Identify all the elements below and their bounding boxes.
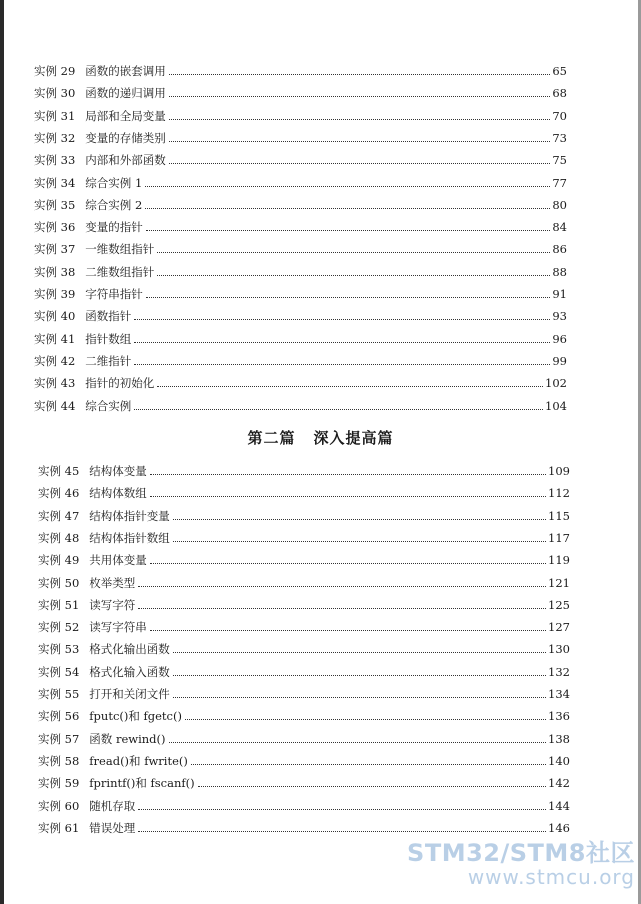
- toc-entry-label: 实例 33: [34, 153, 76, 168]
- toc-entry-title: 局部和全局变量: [85, 108, 166, 123]
- toc-entry-title: 枚举类型: [89, 575, 136, 590]
- toc-entry: [34, 372, 567, 390]
- toc-entry-title: 综合实例 2: [85, 197, 143, 212]
- toc-entry-title: 格式化输出函数: [89, 642, 170, 657]
- toc-entry: [38, 549, 570, 567]
- toc-entry-title: fputc()和 fgetc(): [89, 709, 182, 724]
- toc-entry: [34, 105, 567, 123]
- toc-entry-label: 实例 47: [38, 508, 80, 523]
- toc-entry-label: 实例 40: [34, 309, 76, 324]
- toc-entry: [34, 149, 567, 167]
- toc-entry-title: 综合实例 1: [85, 175, 143, 190]
- toc-entry-page: 112: [548, 486, 570, 501]
- dot-leader: [150, 496, 546, 497]
- toc-entry-label: 实例 56: [38, 709, 80, 724]
- toc-entry: [34, 350, 567, 368]
- toc-entry-page: 73: [552, 130, 567, 145]
- toc-entry-label: 实例 59: [38, 776, 80, 791]
- toc-entry-label: 实例 36: [34, 220, 76, 235]
- toc-entry-label: 实例 45: [38, 464, 80, 478]
- toc-entry-label: 实例 29: [34, 64, 76, 78]
- toc-entry-title: 格式化输入函数: [89, 664, 170, 679]
- toc-entry: [34, 60, 567, 78]
- dot-leader: [146, 297, 551, 298]
- dot-leader: [169, 74, 551, 75]
- dot-leader: [173, 541, 546, 542]
- toc-entry-label: 实例 58: [38, 753, 80, 768]
- toc-entry-title: 打开和关闭文件: [89, 687, 170, 701]
- dot-leader: [169, 163, 551, 164]
- dot-leader: [191, 764, 546, 765]
- toc-entry-page: 117: [548, 530, 570, 545]
- part2-heading-title: 深入提高篇: [313, 429, 394, 447]
- toc-entry-label: 实例 55: [38, 687, 80, 701]
- dot-leader: [173, 675, 546, 676]
- watermark: [407, 840, 635, 888]
- toc-entry-page: 84: [552, 220, 567, 235]
- toc-entry-page: 88: [552, 264, 567, 279]
- dot-leader: [145, 208, 550, 209]
- dot-leader: [146, 230, 551, 231]
- toc-entry-page: 132: [548, 664, 570, 679]
- toc-entry-label: 实例 43: [34, 376, 76, 391]
- toc-entry: [38, 460, 570, 478]
- toc-entry-title: 读写字符: [89, 597, 136, 612]
- toc-entry: [38, 728, 570, 746]
- toc-entry-page: 102: [545, 376, 567, 391]
- dot-leader: [185, 719, 546, 720]
- toc-entry-page: 144: [548, 798, 570, 813]
- toc-entry: [34, 238, 567, 256]
- toc-entry: [38, 616, 570, 634]
- toc-entry-label: 实例 39: [34, 287, 76, 301]
- toc-entry-page: 104: [545, 398, 567, 413]
- toc-entry-title: 结构体数组: [89, 486, 147, 501]
- dot-leader: [134, 364, 550, 365]
- toc-entry-title: 错误处理: [89, 820, 136, 835]
- toc-entry-title: 函数 rewind(): [89, 731, 166, 746]
- toc-entry-page: 115: [548, 508, 570, 523]
- toc-entry: [38, 683, 570, 701]
- dot-leader: [198, 786, 546, 787]
- toc-entry-label: 实例 49: [38, 553, 80, 568]
- toc-entry-page: 130: [548, 642, 570, 657]
- dot-leader: [173, 697, 546, 698]
- toc-entry: [38, 482, 570, 500]
- toc-entry-label: 实例 57: [38, 731, 80, 746]
- toc-entry: [34, 283, 567, 301]
- toc-entry: [38, 527, 570, 545]
- toc-entry-title: 函数的嵌套调用: [85, 64, 166, 78]
- dot-leader: [134, 342, 550, 343]
- dot-leader: [150, 563, 546, 564]
- toc-entry: [38, 594, 570, 612]
- toc-entry-label: 实例 31: [34, 108, 76, 123]
- toc-entry-page: 96: [552, 331, 567, 346]
- toc-entry-page: 121: [548, 575, 570, 590]
- toc-entry-label: 实例 48: [38, 530, 80, 545]
- toc-entry-title: 函数指针: [85, 309, 132, 324]
- toc-entry: [34, 216, 567, 234]
- toc-entry-page: 127: [548, 620, 570, 635]
- toc-entry-title: 随机存取: [89, 798, 136, 813]
- toc-entry-title: 结构体指针变量: [89, 508, 170, 523]
- toc-entry: [34, 261, 567, 279]
- toc-entry-label: 实例 50: [38, 575, 80, 590]
- toc-entry-page: 142: [548, 776, 570, 791]
- toc-entry-page: 65: [552, 64, 567, 78]
- toc-entry-page: 125: [548, 597, 570, 612]
- toc-entry: [34, 305, 567, 323]
- toc-entry: [34, 194, 567, 212]
- toc-entry: [38, 505, 570, 523]
- scan-edge-left: [0, 0, 4, 904]
- toc-entry-page: 99: [552, 353, 567, 368]
- toc-entry-page: 109: [548, 464, 570, 478]
- toc-entry: [34, 328, 567, 346]
- toc-entry-title: 综合实例: [85, 398, 132, 413]
- dot-leader: [150, 630, 546, 631]
- toc-entry-title: 内部和外部函数: [85, 153, 166, 168]
- dot-leader: [157, 275, 550, 276]
- dot-leader: [173, 652, 546, 653]
- toc-entry: [38, 661, 570, 679]
- toc-entry-page: 119: [548, 553, 570, 568]
- toc-entry: [38, 572, 570, 590]
- toc-entry-page: 68: [552, 86, 567, 101]
- toc-entry-title: 变量的存储类别: [85, 130, 166, 145]
- toc-entry: [34, 172, 567, 190]
- toc-entry: [38, 638, 570, 656]
- toc-entry-page: 80: [552, 197, 567, 212]
- toc-entry-title: 读写字符串: [89, 620, 147, 635]
- dot-leader: [173, 519, 546, 520]
- part2-heading: [0, 427, 641, 448]
- toc-entry-title: 一维数组指针: [85, 242, 155, 257]
- toc-entry: [38, 705, 570, 723]
- dot-leader: [138, 809, 546, 810]
- toc-entry: [34, 82, 567, 100]
- toc-entry-label: 实例 54: [38, 664, 80, 679]
- toc-entry-title: 二维指针: [85, 353, 132, 368]
- watermark-site-name: STM32/STM8社区: [407, 839, 635, 867]
- toc-entry-page: 75: [552, 153, 567, 168]
- toc-entry-label: 实例 32: [34, 130, 76, 145]
- toc-entry-page: 146: [548, 820, 570, 835]
- dot-leader: [169, 119, 551, 120]
- toc-entry-page: 93: [552, 309, 567, 324]
- toc-entry-page: 91: [552, 287, 567, 301]
- dot-leader: [169, 96, 551, 97]
- dot-leader: [134, 319, 550, 320]
- dot-leader: [134, 409, 543, 410]
- toc-entry-title: 结构体变量: [89, 464, 147, 478]
- dot-leader: [169, 141, 551, 142]
- toc-entry-page: 140: [548, 753, 570, 768]
- dot-leader: [157, 386, 543, 387]
- toc-entry-title: 结构体指针数组: [89, 530, 170, 545]
- dot-leader: [138, 831, 546, 832]
- toc-entry-title: fprintf()和 fscanf(): [89, 776, 195, 791]
- toc-entry-title: 共用体变量: [89, 553, 147, 568]
- toc-entry-label: 实例 52: [38, 620, 80, 635]
- toc-entry-label: 实例 46: [38, 486, 80, 501]
- toc-entry: [38, 795, 570, 813]
- dot-leader: [169, 742, 547, 743]
- toc-entry: [38, 772, 570, 790]
- toc-entry-page: 138: [548, 731, 570, 746]
- toc-entry: [34, 127, 567, 145]
- dot-leader: [138, 608, 546, 609]
- toc-entry-page: 136: [548, 709, 570, 724]
- toc-entry-title: 字符串指针: [85, 287, 143, 301]
- toc-entry-page: 86: [552, 242, 567, 257]
- dot-leader: [150, 474, 546, 475]
- dot-leader: [138, 586, 546, 587]
- toc-entry-title: 指针数组: [85, 331, 132, 346]
- toc-entry-label: 实例 44: [34, 398, 76, 413]
- toc-entry-label: 实例 60: [38, 798, 80, 813]
- toc-entry-title: 指针的初始化: [85, 376, 155, 391]
- toc-entry: [38, 750, 570, 768]
- watermark-url: www.stmcu.org: [467, 865, 635, 889]
- toc-entry: [34, 395, 567, 413]
- part2-heading-number: 第二篇: [247, 429, 296, 447]
- toc-entry-label: 实例 37: [34, 242, 76, 257]
- dot-leader: [145, 186, 550, 187]
- toc-entry-label: 实例 41: [34, 331, 76, 346]
- toc-entry-title: 变量的指针: [85, 220, 143, 235]
- toc-entry-label: 实例 35: [34, 197, 76, 212]
- toc-entry-title: fread()和 fwrite(): [89, 753, 188, 768]
- toc-entry-page: 134: [548, 687, 570, 701]
- toc-entry-page: 77: [552, 175, 567, 190]
- toc-entry-label: 实例 61: [38, 820, 80, 835]
- toc-entry-label: 实例 30: [34, 86, 76, 101]
- toc-entry-label: 实例 34: [34, 175, 76, 190]
- dot-leader: [157, 252, 550, 253]
- toc-entry-label: 实例 38: [34, 264, 76, 279]
- toc-entry: [38, 817, 570, 835]
- toc-entry-label: 实例 51: [38, 597, 80, 612]
- toc-entry-label: 实例 42: [34, 353, 76, 368]
- toc-entry-title: 函数的递归调用: [85, 86, 166, 101]
- toc-entry-label: 实例 53: [38, 642, 80, 657]
- toc-entry-title: 二维数组指针: [85, 264, 155, 279]
- toc-entry-page: 70: [552, 108, 567, 123]
